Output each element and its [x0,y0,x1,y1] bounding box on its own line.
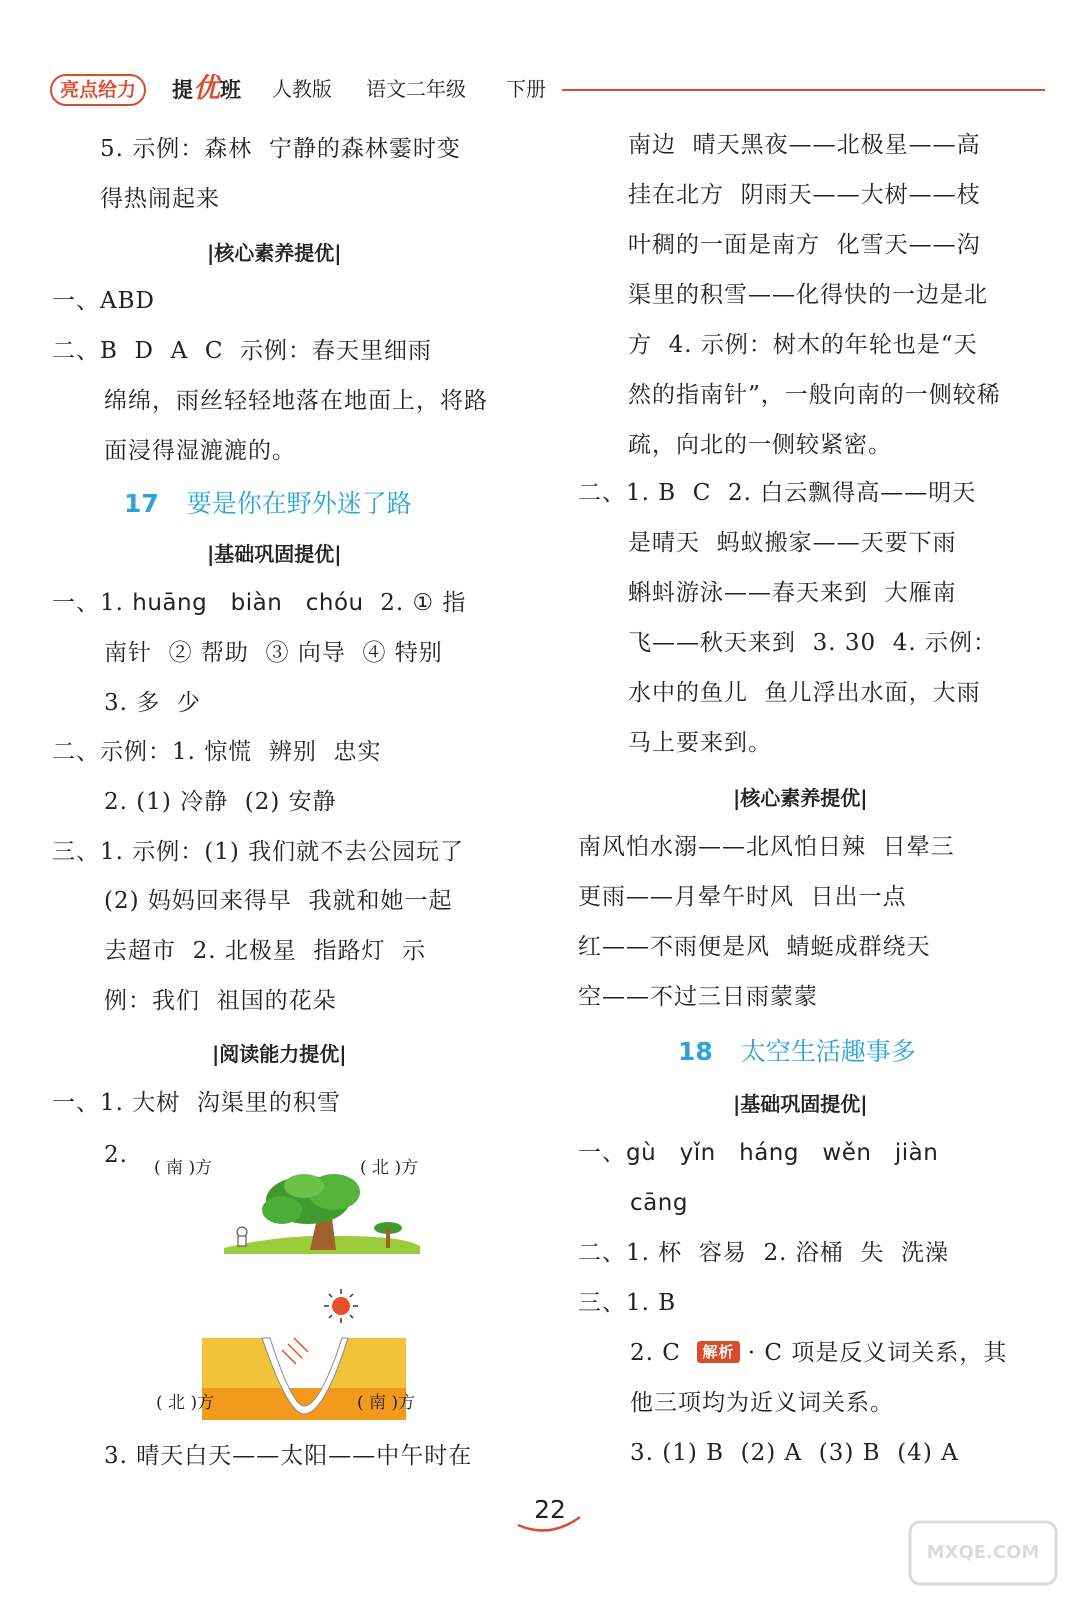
direction-label: ( 北 )方 [156,1393,215,1413]
answer-line: 是晴天 蚂蚁搬家——天要下雨 [628,530,957,556]
answer-line: (2) 妈妈回来得早 我就和她一起 [104,888,453,914]
lesson-number: 17 [124,489,159,518]
section-heading: |核心素养提优| [733,786,868,810]
answer-line: 马上要来到。 [628,730,772,756]
answer-line: 疏，向北的一侧较紧密。 [628,432,892,458]
answer-line: 2. (1) 冷静 (2) 安静 [104,789,337,815]
answer-prefix: 一、1. [52,590,133,616]
sun-icon [322,1288,360,1324]
answer-line: 3. 晴天白天——太阳——中午时在 [104,1443,473,1469]
answer-line: 例：我们 祖国的花朵 [104,988,337,1014]
answer-line: 叶稠的一面是南方 化雪天——沟 [628,232,981,258]
answer-line: 南针 ② 帮助 ③ 向导 ④ 特别 [104,640,443,666]
answer-line: 一、ABD [52,288,155,314]
answer-line: 空——不过三日雨蒙蒙 [578,984,818,1010]
answer-line: 三、1. 示例：(1) 我们就不去公园玩了 [52,839,465,865]
lesson-name: 要是你在野外迷了路 [186,489,412,518]
series-pre: 提 [172,78,193,102]
analysis-text: · C 项是反义词关系，其 [739,1340,1008,1366]
answer-line: 一、1. 大树 沟渠里的积雪 [52,1090,341,1116]
section-heading: |基础巩固提优| [733,1092,868,1116]
lesson-title [124,484,412,520]
answer-line: 3. (1) B (2) A (3) B (4) A [630,1440,959,1466]
section-heading: |核心素养提优| [207,241,342,265]
answer-line: 去超市 2. 北极星 指路灯 示 [104,938,427,964]
answer-line: 二、B D A C 示例：春天里细雨 [52,338,433,364]
answer-line [630,1338,1007,1368]
answer-line: 面浸得湿漉漉的。 [104,438,296,464]
answer-line: 方 4. 示例：树木的年轮也是“天 [628,332,978,358]
answer-line: 南风怕水溺——北风怕日辣 日晕三 [578,834,955,860]
answer-line: 然的指南针”，一般向南的一侧较稀 [628,382,1001,408]
answer-line: 三、1. B [578,1290,677,1316]
answer-line: 二、1. B C 2. 白云飘得高——明天 [578,480,977,506]
answer-line: 二、示例：1. 惊慌 辨别 忠实 [52,739,382,765]
answer-line: 飞——秋天来到 3. 30 4. 示例： [628,630,998,656]
answer-line: 渠里的积雪——化得快的一边是北 [628,282,988,308]
analysis-tag: 解析 [697,1341,739,1363]
svg-text:MXQE.COM: MXQE.COM [926,1542,1040,1563]
answer-line: 红——不雨便是风 蜻蜓成群绕天 [578,934,931,960]
watermark-logo [908,1518,1058,1588]
answer-line: 他三项均为近义词关系。 [630,1390,894,1416]
subject-label: 语文二年级 [366,77,466,101]
page-number: 22 [534,1495,566,1524]
pinyin-answers: huāng biàn chóu [132,590,364,616]
answer-line: 绵绵，雨丝轻轻地落在地面上，将路 [104,388,488,414]
answer-prefix: 一、 [578,1140,626,1166]
answer-line: 水中的鱼儿 鱼儿浮出水面，大雨 [628,680,981,706]
volume-label: 下册 [506,77,546,101]
tree-illustration [222,1170,422,1260]
lesson-number: 18 [678,1037,713,1066]
answer-line: 蝌蚪游泳——春天来到 大雁南 [628,580,957,606]
answer-suffix: 2. ① 指 [363,590,467,616]
series-name [172,72,241,107]
brand-logo: 亮点给力 [50,74,146,106]
pinyin-answers: gù yǐn háng wěn jiàn [626,1140,939,1166]
answer-line: 更雨——月晕午时风 日出一点 [578,884,907,910]
section-heading: |阅读能力提优| [212,1042,347,1066]
answer-line: 南边 晴天黑夜——北极星——高 [628,132,981,158]
pinyin-answers: cāng [630,1190,688,1216]
header-rule [562,89,1045,91]
answer-line [578,1138,938,1168]
direction-label: ( 北 )方 [360,1158,419,1178]
page-header [50,72,1045,106]
section-heading: |基础巩固提优| [207,542,342,566]
figure-number: 2. [104,1142,128,1168]
edition-label: 人教版 [272,77,332,101]
answer-prefix: 2. C [630,1340,698,1366]
answer-line: 3. 多 少 [104,690,201,716]
lesson-title [678,1032,916,1068]
answer-line [52,588,466,618]
series-post: 班 [220,78,241,102]
answer-line: 得热闹起来 [100,186,220,212]
series-highlight: 优 [193,73,220,104]
answer-line: 5. 示例：森林 宁静的森林霎时变 [100,136,461,162]
lesson-name: 太空生活趣事多 [740,1037,916,1066]
direction-label: ( 南 )方 [154,1158,213,1178]
direction-label: ( 南 )方 [357,1393,416,1413]
answer-line: 二、1. 杯 容易 2. 浴桶 失 洗澡 [578,1240,949,1266]
answer-line: 挂在北方 阴雨天——大树——枝 [628,182,981,208]
